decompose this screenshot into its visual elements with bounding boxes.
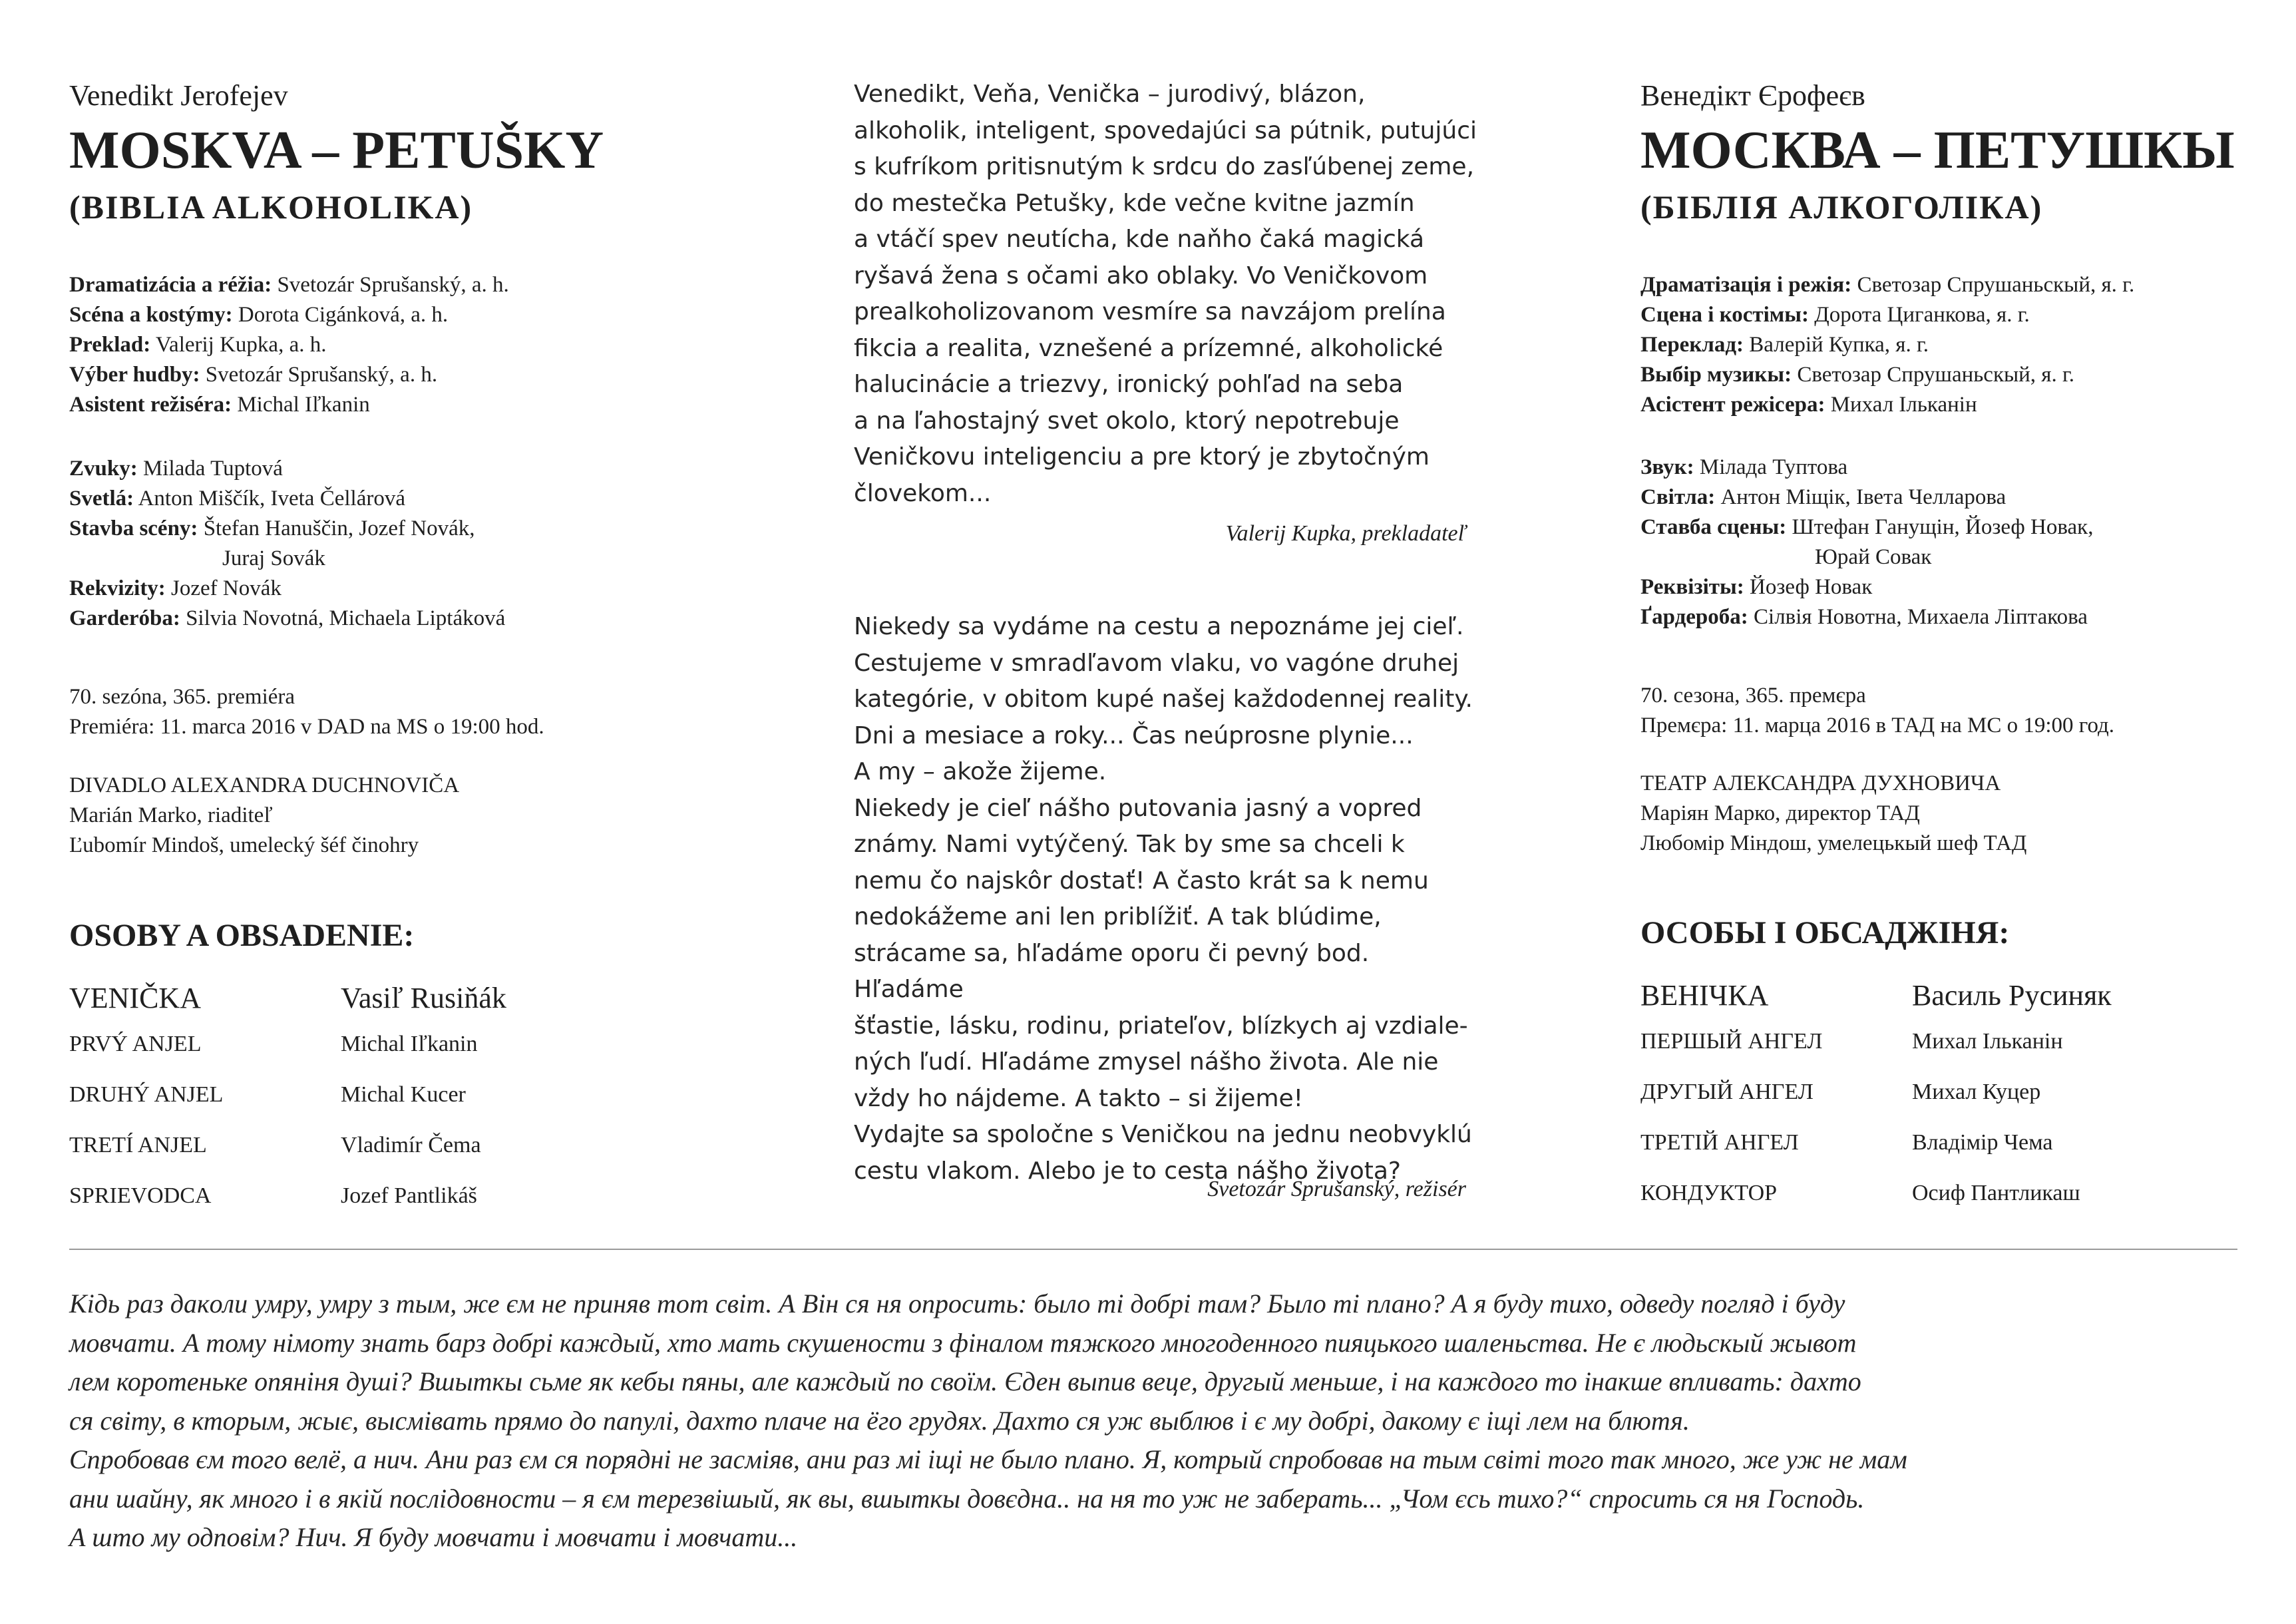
art-chief-text: Любомір Міндош, умелецькый шеф ТАД xyxy=(1640,831,2027,855)
credit-row: Ґардероба: Сілвія Новотна, Михаела Ліптакова xyxy=(1640,605,2088,629)
quote-line: Кідь раз дакoли умру, умру з тым, же єм не приняв тот світ. А Він ся ня опросить: было ті добрі там? Было ті плано? А я буду тихо, одведу погляд і буду xyxy=(69,1289,1845,1319)
credits-block-rusyn xyxy=(1640,270,2134,420)
premiere-info xyxy=(69,682,544,742)
play-subtitle-rusyn: (БІБЛІЯ АЛКОГОЛІКА) xyxy=(1640,188,2043,226)
cast-heading-rusyn: ОСОБЫ І ОБСАДЖІНЯ: xyxy=(1640,915,2010,950)
premiere-text: Премєра: 11. марца 2016 в ТАД на МС о 19:00 год. xyxy=(1640,713,2115,737)
quote-line: ся світу, в кторым, жыє, высмівать прямо до папулі, дахто плаче на ёго грудях. Дахто ся уж выблюв і є му добрі, дакому є іщі лем на блютя. xyxy=(69,1405,1690,1436)
author-name-rusyn: Венедікт Єрофеєв xyxy=(1640,79,1865,112)
credit-row: Асістент режісера: Михал Ільканін xyxy=(1640,393,1977,417)
theatre-name: ТЕАТР АЛЕКСАНДРА ДУХНОВИЧА xyxy=(1640,771,2001,795)
premiere-text: Premiéra: 11. marca 2016 v DAD na MS o 19:00 hod. xyxy=(69,715,544,739)
quote-line: мовчати. А тому німоту знать барз добрі каждый, хто мать скушености з фіналом тяжкого многоденного пияцького шаленьства. Не є людьскый жывот xyxy=(69,1327,1857,1358)
credit-row: Dramatizácia a réžia: Svetozár Sprušanský, a. h. xyxy=(69,273,509,297)
credit-row: Preklad: Valerij Kupka, a. h. xyxy=(69,333,327,357)
theatre-info-rusyn xyxy=(1640,769,2026,859)
author-name: Venedikt Jerofejev xyxy=(69,79,288,112)
translator-text: Venedikt, Veňa, Venička – jurodivý, blázon, alkoholik, inteligent, spovedajúci sa pútnik, putujúci s kufríkom pritisnutým k srdcu do zasľúbenej zeme, do mestečka Petušky, kde večne kvitne jazmín a vtáčí spev neutícha, kde naňho čaká magická ryšavá žena s očami ako oblaky. Vo Veničkovom prealkoholizovanom vesmíre sa navzájom prelína fikcia a realita, vznešené a prízemné, alkoholické halucinácie a triezvy, ironický pohľad na seba a na ľahostajný svet okolo, ktorý nepotrebuje Veničkovu inteligenciu a pre ktorý je zbytočným človekom... xyxy=(854,81,1477,507)
credit-row: Звук: Мілада Туптова xyxy=(1640,455,1848,479)
credit-row: Výber hudby: Svetozár Sprušanský, a. h. xyxy=(69,363,438,387)
season-text: 70. сезона, 365. премєра xyxy=(1640,684,1866,708)
play-title: MOSKVA – PETUŠKY xyxy=(69,121,604,180)
credit-row: Світла: Антон Міщік, Івета Челларова xyxy=(1640,485,2007,509)
play-subtitle: (BIBLIA ALKOHOLIKA) xyxy=(69,188,473,226)
director-text: Маріян Марко, директор ТАД xyxy=(1640,801,1920,825)
director-text: Niekedy sa vydáme na cestu a nepoznáme jej cieľ. Cestujeme v smradľavom vlaku, vo vagóne druhej kategórie, v obitom kupé našej každodennej reality. Dni a mesiace a roky... Čas neúprosne plynie... A my – akože žijeme. Niekedy je cieľ nášho putovania jasný a vopred známy. Nami vytýčený. Tak by sme sa chceli k nemu čo najskôr dostať! A často krát sa k nemu nedokážeme ani len priblížiť. A tak blúdime, strácame sa, hľadáme oporu či pevný bod. Hľadáme šťastie, lásku, rodinu, priateľov, blízkych aj vzdiale- ných ľudí. Hľadáme zmysel nášho života. Ale nie vždy ho nájdeme. A takto – si žijeme! Vydajte sa spoločne s Veničkou na jednu neobvyklú cestu vlakom. Alebo je to cesta nášho života? xyxy=(854,613,1473,1185)
credit-row: Rekvizity: Jozef Novák xyxy=(69,576,282,600)
quote-line: лем коротеньке опяніня душі? Вшыткы сьме як кебы пяны, але каждый по своїм. Єден выпив веце, другый меньше, і на каждого то інакше впливать: дахто xyxy=(69,1366,1861,1396)
director-signature: Svetozár Sprušanský, režisér xyxy=(1207,1177,1466,1201)
quote-block xyxy=(69,1285,2265,1557)
credit-row: Svetlá: Anton Miščík, Iveta Čellárová xyxy=(69,487,405,510)
credit-row: Ставба сцены: Штефан Ганущін, Йозеф Новак, xyxy=(1640,515,2094,539)
quote-line: ани шайну, як много і в якій послідовности – я єм терезвішый, як вы, вшыткы довєдна.. на ня то уж не заберать... „Чом єсь тихо?“ спросить ся ня Господь. xyxy=(69,1483,1865,1514)
credit-row: Драматізація і режія: Светозар Спрушаньскый, я. г. xyxy=(1640,273,2135,297)
season-text: 70. sezóna, 365. premiéra xyxy=(69,685,295,709)
credits-block xyxy=(69,270,509,420)
credit-row: Переклад: Валерій Купка, я. г. xyxy=(1640,333,1929,357)
section-divider xyxy=(69,1249,2237,1250)
credit-row: Юрай Совак xyxy=(1815,545,1932,569)
play-title-rusyn: МОСКВА – ПЕТУШКЫ xyxy=(1640,121,2235,180)
quote-line: Спробовав єм того велё, а нич. Ани раз єм ся порядні не засміяв, ани раз мі іщі не было плано. Я, котрый спробовав на тым світі того так много, же уж не мам xyxy=(69,1444,1907,1474)
quote-line: А што му одповім? Нич. Я буду мовчати і мовчати і мовчати... xyxy=(69,1522,798,1552)
credit-row: Garderóba: Silvia Novotná, Michaela Liptáková xyxy=(69,606,506,630)
credit-row: Сцена і костімы: Дорота Циганкова, я. г. xyxy=(1640,303,2030,327)
theatre-info xyxy=(69,771,459,861)
credit-row: Реквізіты: Йозеф Новак xyxy=(1640,575,1873,599)
premiere-info-rusyn xyxy=(1640,681,2114,741)
credit-row: Zvuky: Milada Tuptová xyxy=(69,457,283,481)
credit-row: Scéna a kostýmy: Dorota Cigánková, a. h. xyxy=(69,303,449,327)
translator-signature: Valerij Kupka, prekladateľ xyxy=(1225,521,1466,546)
cast-heading: OSOBY A OBSADENIE: xyxy=(69,918,415,953)
art-chief-text: Ľubomír Mindoš, umelecký šéf činohry xyxy=(69,833,419,857)
director-text: Marián Marko, riaditeľ xyxy=(69,803,273,827)
credit-row: Stavba scény: Štefan Hanuščin, Jozef Novák, xyxy=(69,516,475,540)
credit-row: Выбір музикы: Светозар Спрушаньскый, я. г. xyxy=(1640,363,2075,387)
credit-row: Juraj Sovák xyxy=(222,546,325,570)
credit-row: Asistent režiséra: Michal Iľkanin xyxy=(69,393,370,417)
crew-block xyxy=(69,454,505,634)
crew-block-rusyn xyxy=(1640,453,2093,632)
theatre-name: DIVADLO ALEXANDRA DUCHNOVIČA xyxy=(69,773,460,797)
